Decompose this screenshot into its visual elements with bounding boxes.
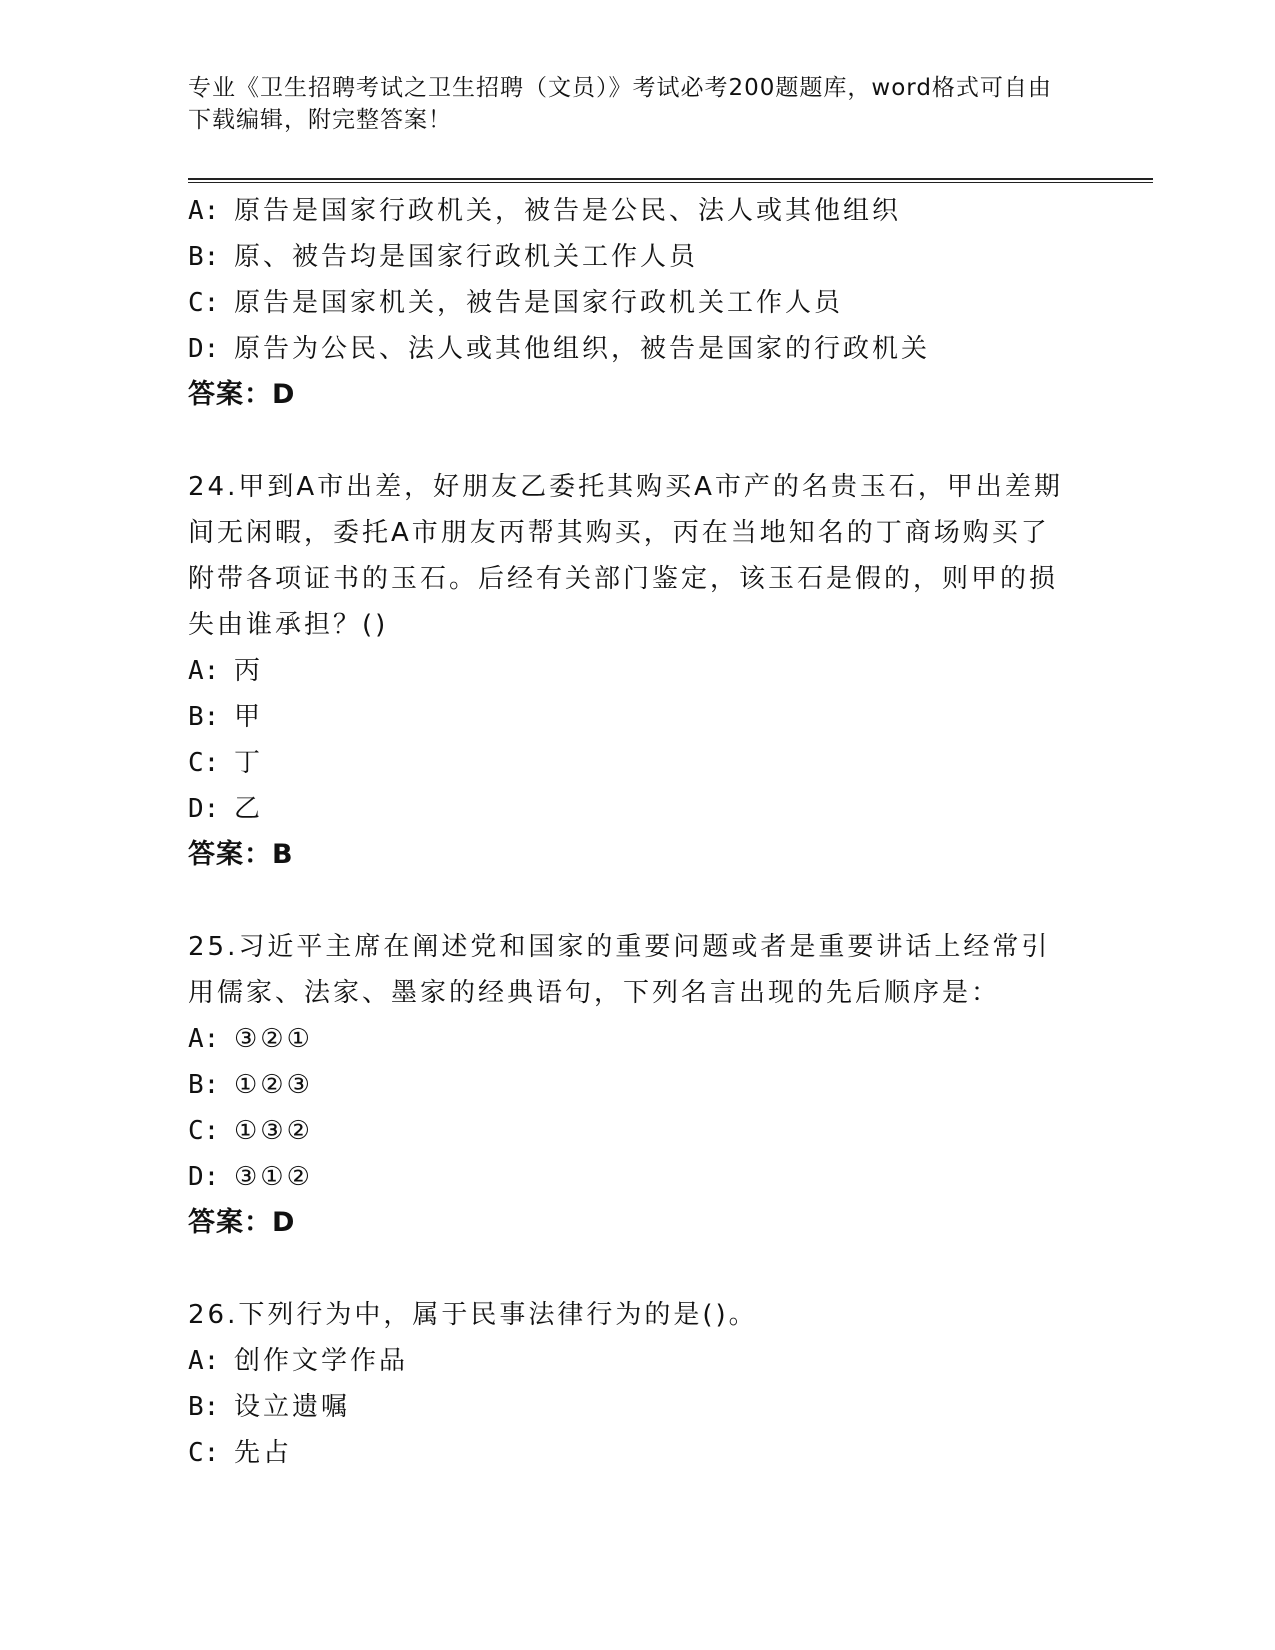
option-c: C: 先占 <box>188 1438 293 1468</box>
spacer <box>188 418 1068 464</box>
header-divider <box>188 178 1153 183</box>
option-b: B: 原、被告均是国家行政机关工作人员 <box>188 242 699 272</box>
question-text: 24.甲到A市出差，好朋友乙委托其购买A市产的名贵玉石，甲出差期间无闲暇，委托A市朋友丙帮其购买，丙在当地知名的丁商场购买了附带各项证书的玉石。后经有关部门鉴定，该玉石是假的，则甲的损失由谁承担？() <box>188 472 1063 640</box>
question-24 <box>188 464 1068 878</box>
question-text: 25.习近平主席在阐述党和国家的重要问题或者是重要讲话上经常引用儒家、法家、墨家的经典语句，下列名言出现的先后顺序是： <box>188 932 1051 1008</box>
option-a: A: 丙 <box>188 656 264 686</box>
option-b: B: 甲 <box>188 702 264 732</box>
option-d: D: 乙 <box>188 794 264 824</box>
spacer <box>188 878 1068 924</box>
question-text: 26.下列行为中，属于民事法律行为的是()。 <box>188 1300 758 1330</box>
question-26 <box>188 1292 1068 1476</box>
option-b: B: 设立遗嘱 <box>188 1392 351 1422</box>
question-25 <box>188 924 1068 1246</box>
answer-label: 答案：D <box>188 379 296 410</box>
option-d: D: ③①② <box>188 1162 313 1192</box>
option-d: D: 原告为公民、法人或其他组织，被告是国家的行政机关 <box>188 334 931 364</box>
option-c: C: ①③② <box>188 1116 313 1146</box>
question-list <box>188 188 1068 1476</box>
answer-label: 答案：B <box>188 839 294 870</box>
question-23 <box>188 188 1068 418</box>
option-a: A: 创作文学作品 <box>188 1346 409 1376</box>
option-a: A: 原告是国家行政机关，被告是公民、法人或其他组织 <box>188 196 902 226</box>
document-header: 专业《卫生招聘考试之卫生招聘（文员）》考试必考200题题库，word格式可自由下载编辑，附完整答案！ <box>188 75 1052 133</box>
option-b: B: ①②③ <box>188 1070 313 1100</box>
spacer <box>188 1246 1068 1292</box>
option-c: C: 丁 <box>188 748 264 778</box>
answer-label: 答案：D <box>188 1207 296 1238</box>
option-c: C: 原告是国家机关，被告是国家行政机关工作人员 <box>188 288 844 318</box>
option-a: A: ③②① <box>188 1024 313 1054</box>
